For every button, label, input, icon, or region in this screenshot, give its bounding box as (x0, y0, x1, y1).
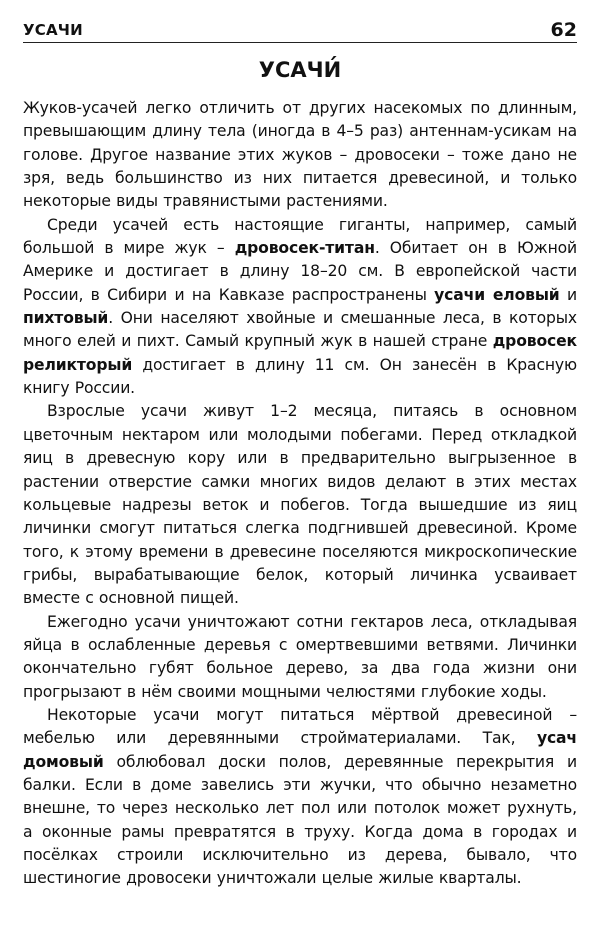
article-body (23, 97, 577, 891)
text-run: Жуков-усачей легко отличить от других насекомых по длинным, превышающим длину тела (иногда в 4–5 раз) антеннам-усикам на голове. Другое название этих жуков – дровосеки – тоже дано не зря, ведь большинство из них питается древесиной, и только некоторые виды травянистыми растениями. (23, 99, 577, 211)
bold-term: усач домовый (23, 729, 577, 771)
paragraph (23, 611, 577, 704)
text-run: достигает в длину 11 см. Он занесён в Красную книгу России. (23, 355, 577, 398)
text-run: . Они населяют хвойные и смешанные леса, в которых много елей и пихт. Самый крупный жук в нашей стране (23, 309, 577, 351)
page-number: 62 (550, 19, 577, 41)
bold-term: дровосек-титан (234, 239, 375, 258)
text-run: и (559, 285, 577, 304)
article-title: УСАЧИ́ (258, 58, 342, 82)
text-run: Ежегодно усачи уничтожают сотни гектаров леса, откладывая яйца в ослабленные деревья с омертвевшими ветвями. Личинки окончательно губят больное дерево, за два года жизни они прогрызают в нём своими мощными челюстями глубокие ходы. (23, 612, 577, 701)
text-run: Взрослые усачи живут 1–2 месяца, питаясь в основном цветочным нектаром или молодыми побегами. Перед откладкой яиц в древесную кору или в предварительно выгрызенное в растении отверстие самки многих видов делают в этих местах кольцевые надрезы веток и побегов. Тогда вышедшие из яиц личинки смогут питаться слегка подгнившей древесиной. Кроме того, к этому времени в древесине поселяются микроскопические грибы, вырабатывающие белок, который личинка усваивает вместе с основной пищей. (23, 402, 577, 608)
text-run: облюбовал доски полов, деревянные перекрытия и балки. Если в доме завелись эти жучки, что обычно незаметно внешне, то через несколько лет пол или потолок может рухнуть, а оконные рамы превратятся в труху. Когда дома в городах и посёлках строили исключительно из дерева, бывало, что шестиногие дровосеки уничтожали целые жилые кварталы. (23, 752, 577, 888)
text-run: Некоторые усачи могут питаться мёртвой древесиной – мебелью или деревянными стройматериалами. Так, (23, 705, 577, 748)
running-header (23, 20, 577, 43)
paragraph (23, 97, 577, 214)
text-run: Среди усачей есть настоящие гиганты, например, самый большой в мире жук – (23, 215, 577, 258)
bold-term: пихтовый (23, 309, 109, 328)
paragraph (23, 400, 577, 610)
paragraph (23, 704, 577, 891)
section-title: УСАЧИ (23, 21, 83, 39)
text-run: . Обитает он в Южной Америке и достигает в длину 18–20 см. В европейской части России, в Сибири и на Кавказе распространены (23, 239, 577, 304)
bold-term: дровосек реликторый (23, 332, 577, 374)
bold-term: усачи еловый (434, 285, 560, 304)
paragraph (23, 214, 577, 401)
